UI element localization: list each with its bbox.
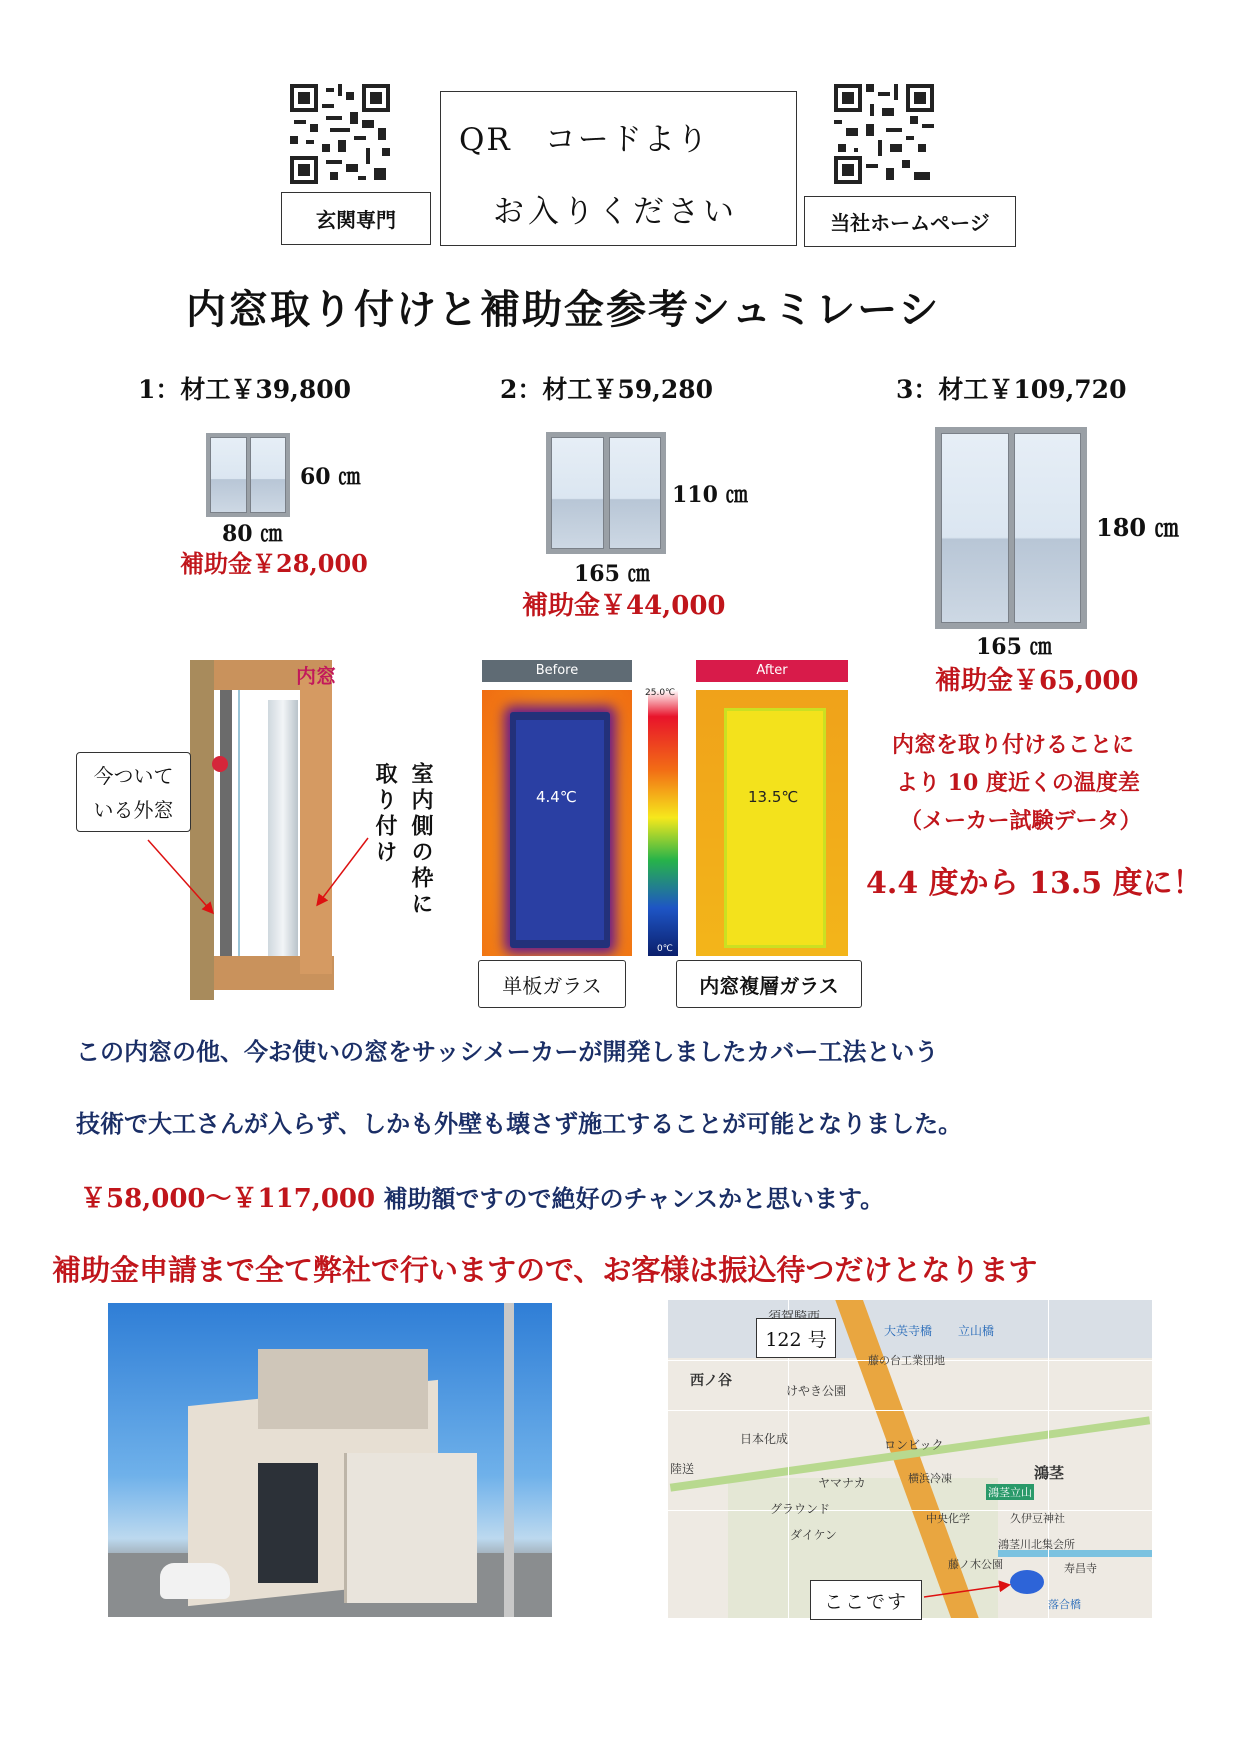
map-place-18: 藤ノ木公園: [948, 1558, 1003, 1571]
temperature-scale: [648, 690, 678, 956]
option2-subsidy: 補助金￥44,000: [522, 591, 726, 621]
option3-height: 180 ㎝: [1096, 513, 1179, 542]
option1-height: 60 ㎝: [300, 464, 361, 490]
map-place-15: 久伊豆神社: [1010, 1512, 1065, 1525]
map-place-8: 陸送: [670, 1462, 695, 1476]
outer-window-line1: 今ついて: [93, 764, 174, 788]
map-place-7: ロンビック: [884, 1438, 944, 1452]
temp-note-line2: より 10 度近くの温度差: [896, 770, 1140, 796]
qr-instruction-line1: QR コードより: [459, 122, 710, 158]
body-line1: この内窓の他、今お使いの窓をサッシメーカーが開発しましたカバー工法という: [76, 1037, 939, 1066]
map-place-9: 鴻茎: [1034, 1464, 1065, 1482]
after-header: After: [696, 660, 848, 682]
map-route-label: 122 号: [756, 1318, 836, 1358]
storefront-photo: [108, 1303, 552, 1617]
body-line3: [80, 1178, 884, 1215]
map-place-5: けやき公園: [786, 1384, 847, 1398]
option2-height: 110 ㎝: [672, 482, 748, 508]
body-line3-rest: 補助額ですので絶好のチャンスかと思います。: [375, 1184, 885, 1213]
outer-window-line2: いる外窓: [93, 798, 174, 822]
map-place-20: 落合橋: [1048, 1598, 1081, 1611]
install-note-col1: 室内側の枠に: [408, 762, 434, 918]
option2-price: 2：材工￥59,280: [500, 375, 714, 404]
install-note-col2: 取り付け: [372, 762, 398, 866]
option1-width: 80 ㎝: [222, 521, 283, 547]
map-place-2: 立山橋: [958, 1324, 995, 1338]
option1-price: 1：材工￥39,800: [138, 375, 352, 404]
option1-subsidy: 補助金￥28,000: [180, 549, 368, 578]
qr-instruction-box: [440, 91, 797, 246]
temp-note-highlight: 4.4 度から 13.5 度に！: [866, 866, 1203, 901]
map-place-14: 中央化学: [926, 1512, 970, 1525]
scale-bottom-label: 0℃: [657, 944, 673, 954]
qr-right-label: 当社ホームページ: [804, 196, 1016, 247]
option3-price: 3：材工￥109,720: [896, 375, 1127, 404]
temp-note-line1: 内窓を取り付けることに: [892, 732, 1135, 758]
diagram-title: 内窓: [296, 664, 336, 688]
map-place-10: ヤマナカ: [818, 1476, 866, 1490]
map-place-16: ダイケン: [790, 1528, 837, 1542]
qr-code-right[interactable]: [834, 84, 934, 184]
parked-car: [160, 1563, 230, 1599]
before-temp: 4.4℃: [536, 788, 577, 806]
body-line4: 補助金申請まで全て弊社で行いますので、お客様は振込待つだけとなります: [52, 1253, 1038, 1287]
option3-width: 165 ㎝: [976, 634, 1052, 660]
subsidy-range: ￥58,000～￥117,000: [80, 1184, 376, 1214]
scale-top-label: 25.0℃: [645, 688, 676, 698]
option2-width: 165 ㎝: [574, 561, 650, 587]
window-medium-image: [546, 432, 666, 554]
temp-note-line3: （メーカー試験データ）: [900, 808, 1142, 834]
option3-subsidy: 補助金￥65,000: [935, 666, 1139, 696]
location-map[interactable]: [668, 1300, 1152, 1618]
single-glass-caption: 単板ガラス: [478, 960, 626, 1008]
after-temp: 13.5℃: [748, 788, 799, 806]
body-line2: 技術で大工さんが入らず、しかも外壁も壊さず施工することが可能となりました。: [76, 1109, 963, 1138]
map-place-4: 西ノ谷: [690, 1373, 732, 1389]
double-glass-caption: 内窓複層ガラス: [676, 960, 862, 1008]
map-here-label: ここです: [810, 1580, 922, 1620]
map-place-1: 大英寺橋: [884, 1324, 933, 1338]
map-place-17: 鴻茎川北集会所: [998, 1538, 1075, 1551]
map-place-19: 寿昌寺: [1064, 1562, 1097, 1575]
page-title: 内窓取り付けと補助金参考シュミレーシ: [186, 286, 941, 333]
before-header: Before: [482, 660, 632, 682]
before-thermal-image: [482, 690, 632, 956]
map-place-3: 藤の台工業団地: [868, 1354, 945, 1367]
map-here-arrow: [920, 1575, 1020, 1605]
map-place-11: 横浜冷凍: [908, 1472, 952, 1485]
window-large-image: [935, 427, 1087, 629]
qr-left-label: 玄関専門: [281, 192, 431, 245]
after-thermal-image: [696, 690, 848, 956]
map-place-13: グラウンド: [770, 1502, 831, 1516]
map-place-12: 鴻茎立山: [988, 1486, 1032, 1499]
qr-instruction-line2: お入りください: [493, 194, 738, 230]
map-place-6: 日本化成: [740, 1432, 789, 1446]
